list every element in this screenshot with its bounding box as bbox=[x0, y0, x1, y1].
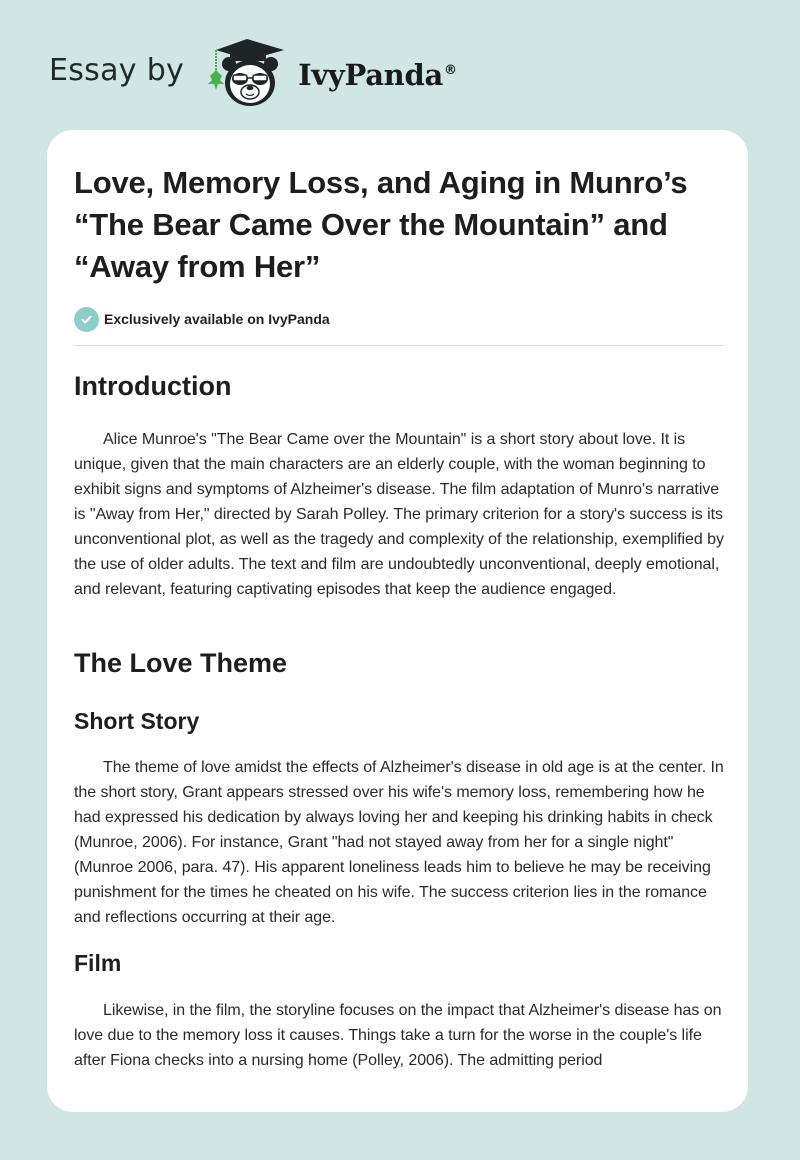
essay-title: Love, Memory Loss, and Aging in Munro’s “The Bear Came Over the Mountain” and “Away from Her” bbox=[74, 165, 688, 284]
brand-header bbox=[49, 36, 457, 110]
essay-by-label: Essay by bbox=[49, 52, 185, 88]
exclusive-badge bbox=[74, 306, 330, 332]
panda-graduate-logo-icon[interactable] bbox=[202, 36, 290, 110]
exclusive-text: Exclusively available on IvyPanda bbox=[104, 311, 330, 327]
subsection-heading-film: Film bbox=[74, 950, 122, 976]
registered-mark: ® bbox=[443, 63, 457, 79]
divider bbox=[74, 345, 723, 346]
introduction-paragraph: Alice Munroe's "The Bear Came over the Mountain" is a short story about love. It is unique, given that the main characters are an elderly couple, with the woman beginning to exhibit signs and symptoms of Alzheimer's disease. The film adaptation of Munro's narrative is "Away from Her," directed by Sarah Polley. The primary criterion for a story's success is its unconventional plot, as well as the tragedy and complexity of the relationship, exemplified by the use of older adults. The text and film are undoubtedly unconventional, deeply emotional, and relevant, featuring captivating episodes that keep the audience engaged. bbox=[74, 431, 724, 598]
short-story-paragraph: The theme of love amidst the effects of Alzheimer's disease in old age is at the center. In the short story, Grant appears stressed over his wife's memory loss, remembering how he had expressed his dedication by always loving her and keeping his drinking habits in check (Munroe, 2006). For instance, Grant "had not stayed away from her for a single night" (Munroe 2006, para. 47). His apparent loneliness leads him to believe he may be receiving punishment for the times he cheated on his wife. The success criterion lies in the romance and reflections occurring at their age. bbox=[74, 759, 724, 926]
brand-name-text: IvyPanda bbox=[298, 58, 443, 92]
section-heading-introduction: Introduction bbox=[74, 371, 232, 401]
check-circle-icon bbox=[74, 307, 99, 332]
subsection-heading-short-story: Short Story bbox=[74, 708, 200, 734]
film-paragraph: Likewise, in the film, the storyline focuses on the impact that Alzheimer's disease has on love due to the memory loss it causes. Things take a turn for the worse in the couple's life after Fiona checks into a nursing home (Polley, 2006). The admitting period bbox=[74, 1002, 722, 1069]
section-heading-love-theme: The Love Theme bbox=[74, 648, 288, 678]
ivypanda-wordmark[interactable] bbox=[298, 58, 457, 92]
essay-card bbox=[47, 130, 748, 1112]
